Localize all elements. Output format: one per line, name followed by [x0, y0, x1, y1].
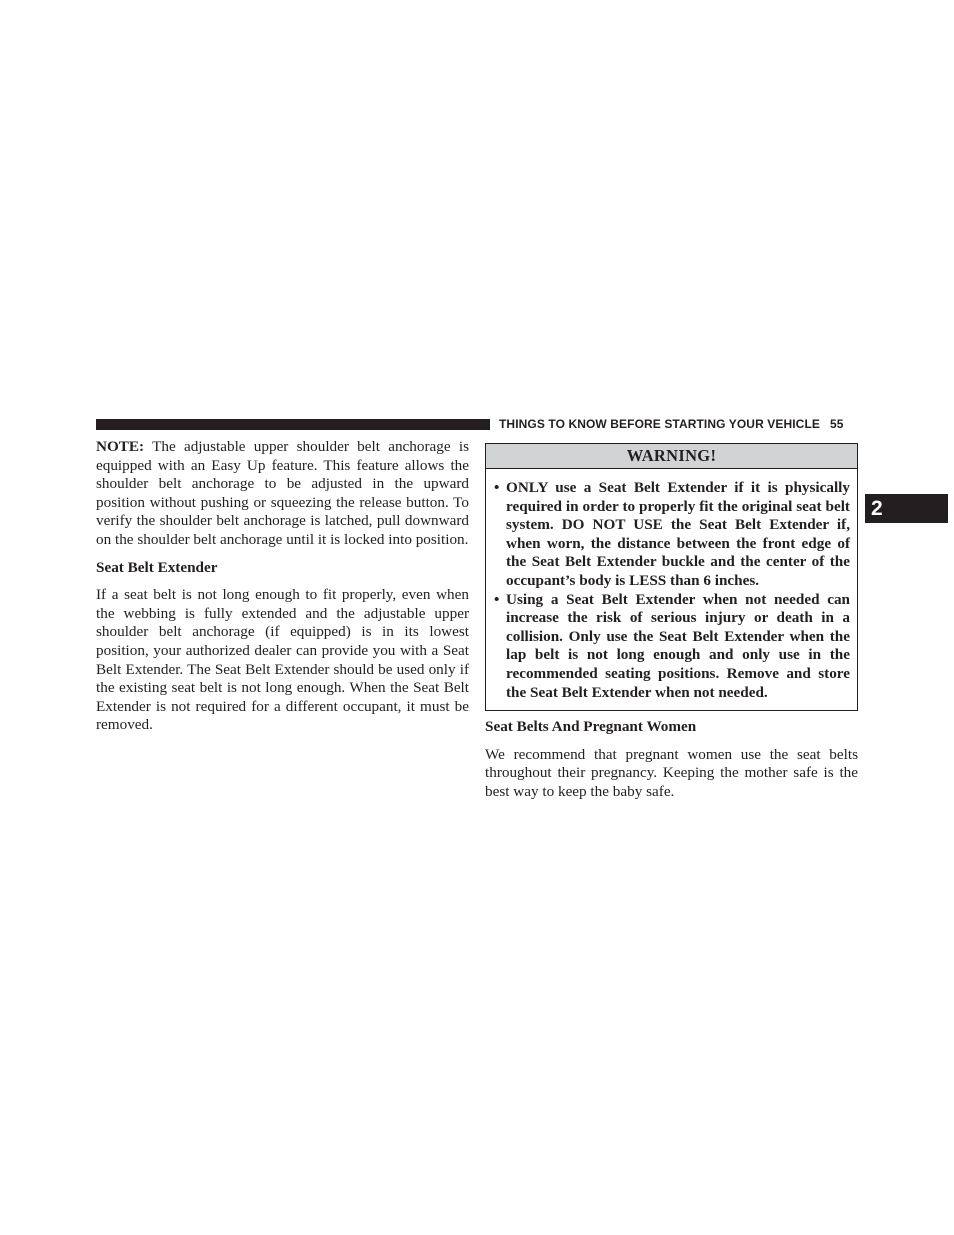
note-label: NOTE: [96, 438, 145, 455]
body-paragraph: We recommend that pregnant women use the seat belts throughout their pregnancy. Keeping the mother safe is the best way to keep the baby safe. [485, 745, 858, 800]
note-paragraph [96, 438, 469, 550]
warning-title: WARNING! [486, 444, 857, 469]
warning-item-text: ONLY use a Seat Belt Extender if it is physically required in order to properly fit the original seat belt system. DO NOT USE the Seat Belt Extender if, when worn, the distance between the front edge of the Seat Belt Extender buckle and the center of the occupant’s body is LESS than 6 inches. [506, 479, 850, 589]
bullet-icon: • [494, 590, 500, 608]
warning-item [494, 479, 850, 591]
bullet-icon: • [494, 479, 500, 496]
warning-item [494, 591, 850, 703]
warning-box [485, 443, 858, 711]
header-title: THINGS TO KNOW BEFORE STARTING YOUR VEHICLE [499, 417, 820, 431]
running-header [499, 417, 844, 431]
chapter-tab: 2 [865, 494, 948, 523]
section-heading-seat-belt-extender: Seat Belt Extender [96, 558, 218, 576]
warning-item-text: Using a Seat Belt Extender when not needed can increase the risk of serious injury or death in a collision. Only use the Seat Belt Extender when the lap belt is not long enough and only use in the recommended seating positions. Remove and store the Seat Belt Extender when not needed. [506, 590, 850, 701]
section-heading-pregnant-women: Seat Belts And Pregnant Women [485, 718, 697, 736]
warning-list [486, 469, 857, 710]
body-paragraph: If a seat belt is not long enough to fit properly, even when the webbing is fully extended and the adjustable upper shoulder belt anchorage (if equipped) is in its lowest position, your authorized dealer can provide you with a Seat Belt Extender. The Seat Belt Extender should be used only if the existing seat belt is not long enough. When the Seat Belt Extender is not required for a different occupant, it must be removed. [96, 586, 469, 734]
right-column [485, 438, 858, 802]
header-rule [96, 419, 490, 430]
note-text: The adjustable upper shoulder belt anchorage is equipped with an Easy Up feature. This feature allows the shoulder belt anchorage to be adjusted in the upward position without pushing or squeezing the release button. To verify the shoulder belt anchorage is latched, pull downward on the shoulder belt anchorage until it is locked into position. [96, 438, 469, 548]
page-number: 55 [829, 417, 844, 431]
left-column [96, 438, 469, 735]
